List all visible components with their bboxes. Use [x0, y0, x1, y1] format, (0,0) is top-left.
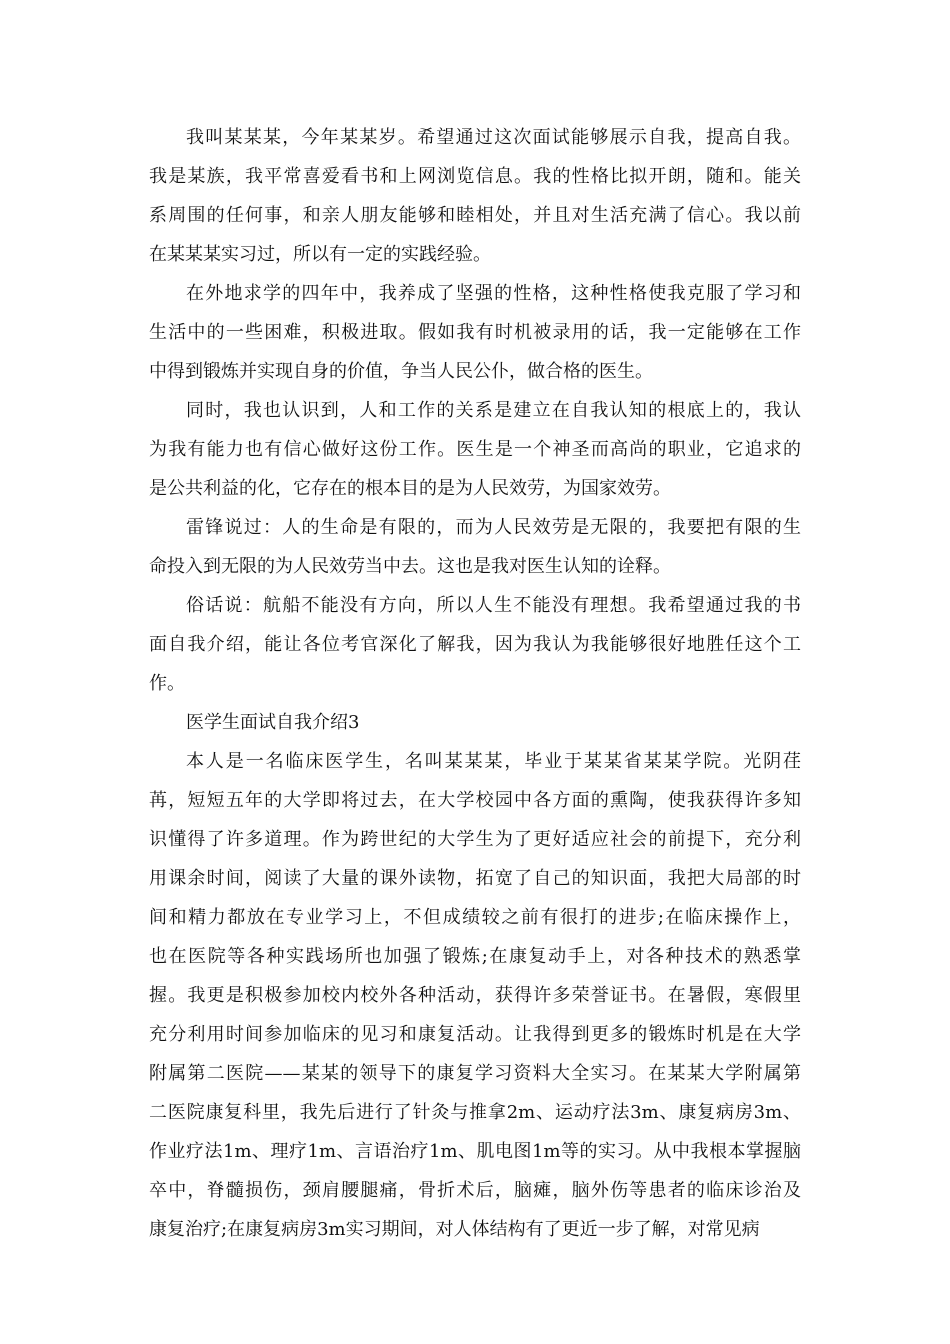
paragraph-line: 附属第二医院——某某的领导下的康复学习资料大全实习。在某某大学附属第 [149, 1063, 801, 1084]
paragraph-line: 充分利用时间参加临床的见习和康复活动。让我得到更多的锻炼时机是在大学 [149, 1024, 801, 1045]
paragraph-line: 作。 [149, 673, 185, 694]
paragraph-line: 卒中，脊髓损伤，颈肩腰腿痛，骨折术后，脑瘫，脑外伤等患者的临床诊治及 [149, 1180, 801, 1201]
paragraph [149, 586, 801, 703]
paragraph-line: 同时，我也认识到，人和工作的关系是建立在自我认知的根底上的，我认 [186, 400, 801, 421]
paragraph-line: 也在医院等各种实践场所也加强了锻炼;在康复动手上，对各种技术的熟悉掌 [149, 946, 801, 967]
paragraph-line: 面自我介绍，能让各位考官深化了解我，因为我认为我能够很好地胜任这个工 [149, 634, 801, 655]
paragraph-line: 命投入到无限的为人民效劳当中去。这也是我对医生认知的诠释。 [149, 556, 671, 577]
document-body [149, 118, 801, 1249]
paragraph-line: 中得到锻炼并实现自身的价值，争当人民公仆，做合格的医生。 [149, 361, 653, 382]
paragraph-line: 在外地求学的四年中，我养成了坚强的性格，这种性格使我克服了学习和 [186, 283, 801, 304]
paragraph-line: 我叫某某某，今年某某岁。希望通过这次面试能够展示自我，提高自我。 [186, 127, 801, 148]
paragraph-line: 握。我更是积极参加校内校外各种活动，获得许多荣誉证书。在暑假，寒假里 [149, 985, 801, 1006]
paragraph-line: 本人是一名临床医学生，名叫某某某，毕业于某某省某某学院。光阴荏 [186, 751, 801, 772]
paragraph-line: 是公共利益的化，它存在的根本目的是为人民效劳，为国家效劳。 [149, 478, 671, 499]
paragraph-line: 康复治疗;在康复病房3m实习期间，对人体结构有了更近一步了解，对常见病 [149, 1219, 760, 1240]
paragraph-line: 系周围的任何事，和亲人朋友能够和睦相处，并且对生活充满了信心。我以前 [149, 205, 801, 226]
paragraph [149, 118, 801, 274]
paragraph-line: 间和精力都放在专业学习上，不但成绩较之前有很打的进步;在临床操作上， [149, 907, 801, 928]
paragraph-line: 苒，短短五年的大学即将过去，在大学校园中各方面的熏陶，使我获得许多知 [149, 790, 801, 811]
paragraph-line: 我是某族，我平常喜爱看书和上网浏览信息。我的性格比拟开朗，随和。能关 [149, 166, 801, 187]
paragraph [149, 742, 801, 1249]
paragraph-line: 雷锋说过：人的生命是有限的，而为人民效劳是无限的，我要把有限的生 [186, 517, 801, 538]
heading-text: 医学生面试自我介绍3 [186, 712, 360, 733]
paragraph [149, 508, 801, 586]
paragraph-line: 在某某某实习过，所以有一定的实践经验。 [149, 244, 491, 265]
paragraph-line: 二医院康复科里，我先后进行了针灸与推拿2m、运动疗法3m、康复病房3m、 [149, 1102, 801, 1123]
paragraph-line: 作业疗法1m、理疗1m、言语治疗1m、肌电图1m等的实习。从中我根本掌握脑 [149, 1141, 801, 1162]
paragraph-line: 识懂得了许多道理。作为跨世纪的大学生为了更好适应社会的前提下，充分利 [149, 829, 801, 850]
paragraph-line: 用课余时间，阅读了大量的课外读物，拓宽了自己的知识面，我把大局部的时 [149, 868, 801, 889]
paragraph [149, 391, 801, 508]
paragraph [149, 274, 801, 391]
section-heading [149, 703, 801, 742]
paragraph-line: 俗话说：航船不能没有方向，所以人生不能没有理想。我希望通过我的书 [186, 595, 801, 616]
paragraph-line: 生活中的一些困难，积极进取。假如我有时机被录用的话，我一定能够在工作 [149, 322, 801, 343]
paragraph-line: 为我有能力也有信心做好这份工作。医生是一个神圣而高尚的职业，它追求的 [149, 439, 801, 460]
